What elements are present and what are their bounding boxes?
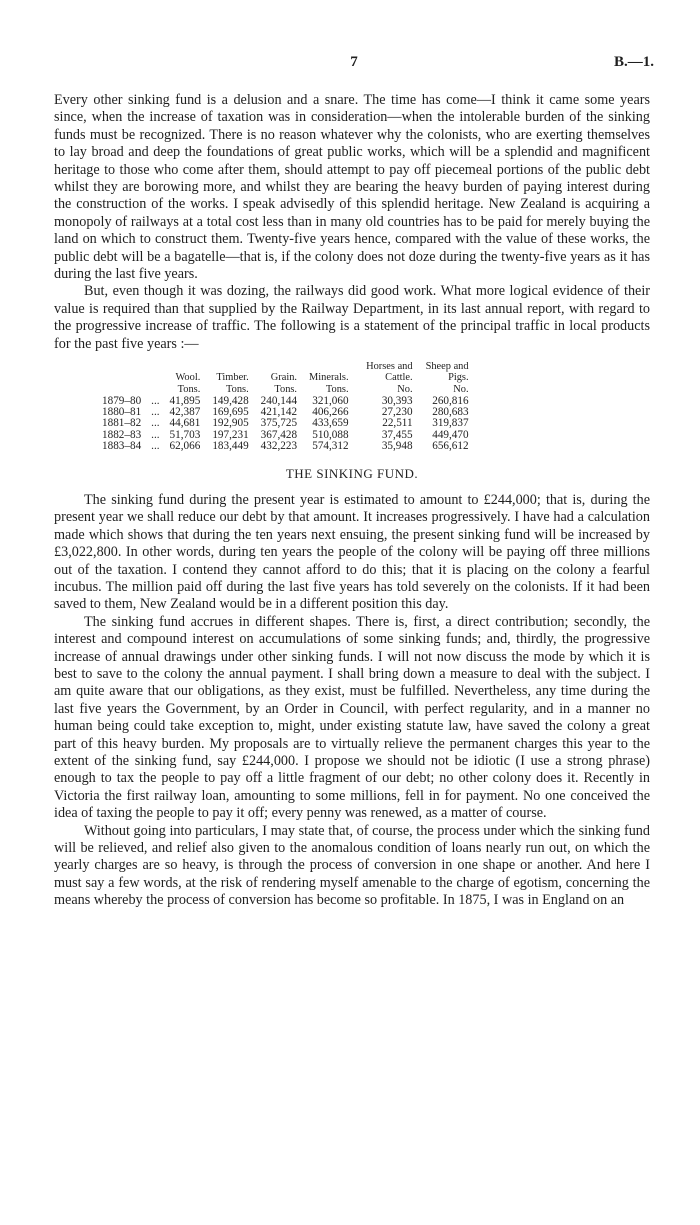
year-cell: 1883–84 <box>102 440 142 453</box>
unit-label: No. <box>397 384 413 396</box>
table-cell: 192,905 <box>212 417 249 430</box>
year-cell: 1879–80 <box>102 394 142 407</box>
table-cell: 260,816 <box>432 394 469 407</box>
leader-dots: ... <box>151 405 160 418</box>
year-cell: 1882–83 <box>102 428 142 441</box>
unit-label: Tons. <box>274 384 298 396</box>
table-cell: 183,449 <box>212 440 249 453</box>
unit-label: Tons. <box>177 384 201 396</box>
table-cell: 321,060 <box>312 394 349 407</box>
table-cell: 433,659 <box>312 417 349 430</box>
table-cell: 149,428 <box>212 394 249 407</box>
unit-label: Tons. <box>325 384 349 396</box>
table-cell: 30,393 <box>381 394 413 407</box>
table-cell: 280,683 <box>432 405 469 418</box>
table-cell: 421,142 <box>260 405 298 418</box>
paragraph-2: But, even though it was dozing, the railways did good work. What more logical evidence of their value is required than that supplied by the Railway Department, in its last annual report, with regard to the progressive increase of traffic. The following is a statement of the principal traffic in local products for the past five years :— <box>54 283 650 352</box>
table-header-row <box>102 361 475 384</box>
table-units-row <box>102 384 475 395</box>
table-cell: 197,231 <box>212 428 249 441</box>
table-cell: 240,144 <box>260 394 298 407</box>
table-cell: 449,470 <box>432 428 469 441</box>
unit-label: No. <box>453 384 469 396</box>
table-cell: 51,703 <box>169 428 201 441</box>
table-cell: 319,837 <box>432 417 469 430</box>
paragraph-4: The sinking fund accrues in different shapes. There is, first, a direct contribution; secondly, the interest and compound interest on accumulations of some sinking funds; and, thirdly, the progressive increase of annual drawings under other sinking funds. I will not now discuss the mode by which it is best to save to the colony the annual payment. I shall bring down a measure to deal with the subject. I am quite aware that our obligations, as they exist, must be fulfilled. Nevertheless, any time during the last five years the Government, by an Order in Council, with perfect regularity, and in a manner no human being could take exception to, might, under existing statute law, have saved the colony a great part of this heavy burden. My proposals are to virtually relieve the permanent charges this year to the extent of the sinking fund, say £244,000. I propose we should not be idiotic (I use a strong phrase) enough to tax the people to pay off a little fragment of our debt; no other colony does it. Recently in Victoria the first railway loan, amounting to some millions, fell in for payment. No one conceived the idea of taxing the people to pay it off; every penny was renewed, as a matter of course. <box>54 613 650 822</box>
document-reference: B.—1. <box>613 54 654 70</box>
page-header <box>54 54 654 74</box>
table-cell: 656,612 <box>432 440 469 453</box>
leader-dots: ... <box>151 417 160 430</box>
traffic-table <box>102 361 475 452</box>
table-cell: 44,681 <box>169 417 201 430</box>
paragraph-5: Without going into particulars, I may state that, of course, the process under which the sinking fund will be relieved, and relief also given to the anomalous condition of loans nearly run out, on which the yearly charges are so heavy, is through the process of conversion in one shape or another. And here I must say a few words, at the risk of rendering myself amenable to the charge of egotism, concerning the means whereby the process of conversion has become so profitable. In 1875, I was in England on an <box>54 822 650 909</box>
table-cell: 42,387 <box>169 405 201 418</box>
year-cell: 1880–81 <box>102 405 142 418</box>
table-cell: 406,266 <box>312 405 349 418</box>
table-cell: 169,695 <box>212 405 249 418</box>
column-header: Timber. <box>216 372 249 384</box>
paragraph-1: Every other sinking fund is a delusion and a snare. The time has come—I think it came some years since, when the increase of taxation was in consideration—when the intolerable burden of the sinking funds must be recognized. There is no reason whatever why the colonists, who are exerting themselves to lay broad and deep the foundations of great public works, which will be a splendid and magnificent heritage to those who come after them, should attempt to pay off piecemeal portions of the public debt whilst they are borowing more, and whilst they are bearing the heavy burden of paying interest during the construction of the works. I speak advisedly of this splendid heritage. New Zealand is acquiring a monopoly of railways at a total cost less than in many old countries has to be paid for merely buying the land on which to construct them. Twenty-five years hence, compared with the value of these works, the public debt will be a bagatelle—that is, if the colony does not doze during the twenty-five years as it has during the last five years. <box>54 92 650 283</box>
table-cell: 432,223 <box>260 440 298 453</box>
table-cell: 41,895 <box>169 394 201 407</box>
leader-dots: ... <box>151 440 160 453</box>
table-row <box>102 418 475 429</box>
table-cell: 37,455 <box>381 428 413 441</box>
table-cell: 35,948 <box>381 440 413 453</box>
table-row <box>102 441 475 452</box>
table-cell: 510,088 <box>312 428 349 441</box>
table-cell: 62,066 <box>169 440 201 453</box>
page-number: 7 <box>350 54 358 70</box>
body-text <box>54 92 650 910</box>
leader-dots: ... <box>151 428 160 441</box>
year-cell: 1881–82 <box>102 417 142 430</box>
table-cell: 27,230 <box>381 405 413 418</box>
unit-label: Tons. <box>226 384 249 396</box>
column-header: Wool. <box>175 372 201 384</box>
table-cell: 574,312 <box>312 440 349 453</box>
column-header: Grain. <box>270 372 298 384</box>
table-cell: 375,725 <box>260 417 298 430</box>
column-header: Sheep and Pigs. <box>425 361 469 384</box>
table-cell: 22,511 <box>382 417 413 430</box>
column-header: Horses and Cattle. <box>366 361 413 384</box>
paragraph-3: The sinking fund during the present year is estimated to amount to £244,000; that is, during the present year we shall reduce our debt by that amount. It increases progressively. I have had a calculation made which shows that during the ten years next ensuing, the present sinking fund will be increased by £3,022,800. In other words, during ten years the people of the colony will be paying off three millions out of the taxation. I contend they cannot afford to do this; that it is placing on the colony a fearful incubus. The million paid off during the last five years has told severely on the colonists. If it had been saved to them, New Zealand would be in a different position this day. <box>54 491 650 613</box>
section-heading: THE SINKING FUND. <box>285 465 419 481</box>
leader-dots: ... <box>151 394 160 407</box>
table-cell: 367,428 <box>260 428 298 441</box>
column-header: Minerals. <box>309 372 349 384</box>
